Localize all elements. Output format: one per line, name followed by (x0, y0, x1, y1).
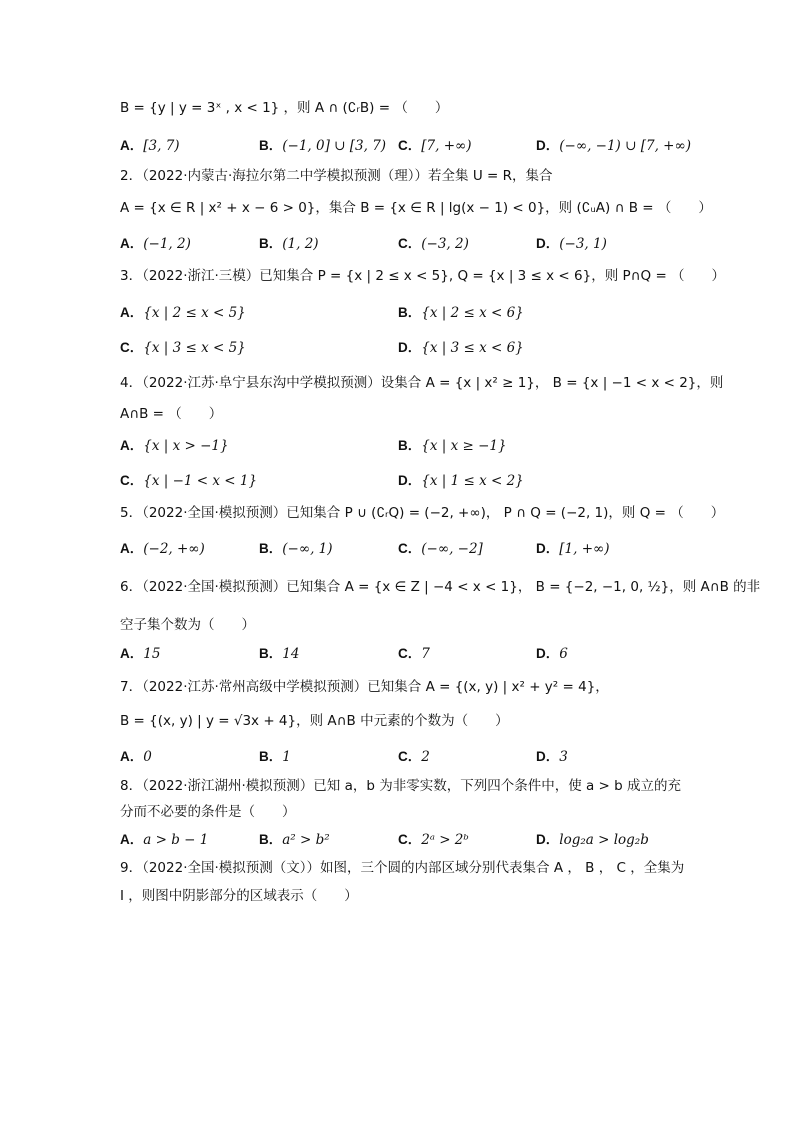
question-line-q1-cont: B = {y | y = 3ˣ , x < 1} ，则 A ∩ (∁ᵣB) = （ ） (120, 100, 449, 116)
question-line-q8-stem-b: 分而不必要的条件是（ ） (120, 804, 296, 820)
option-text: 2ᵃ > 2ᵇ (421, 832, 469, 848)
option-letter: D． (536, 749, 560, 764)
option-letter: A． (120, 438, 144, 453)
option-letter: B． (259, 646, 283, 661)
option-q1-c (398, 134, 472, 154)
option-q7-b (259, 745, 291, 765)
option-text: log₂a > log₂b (559, 832, 649, 848)
question-line-q6-stem-b: 空子集个数为（ ） (120, 617, 255, 633)
option-text: {x | 3 ≤ x < 5} (143, 340, 246, 356)
option-text: {x | x > −1} (143, 438, 229, 454)
option-q6-d (536, 642, 568, 662)
option-q2-a (120, 232, 191, 252)
option-q5-c (398, 537, 483, 557)
option-text: 7 (421, 646, 430, 662)
option-letter: A． (120, 646, 144, 661)
option-letter: D． (536, 541, 560, 556)
question-line-q2-stem-b: A = {x ∈ R | x² + x − 6 > 0}，集合 B = {x ∈ R | lg(x − 1) < 0}，则 (∁ᵤA) ∩ B = （ ） (120, 200, 712, 216)
option-letter: A． (120, 305, 144, 320)
question-line-q6-stem-a: 6．（2022·全国·模拟预测）已知集合 A = {x ∈ Z | −4 < x < 1}， B = {−2, −1, 0, ½}，则 A∩B 的非 (120, 579, 761, 595)
option-text: [3, 7) (143, 138, 180, 154)
option-text: 3 (559, 749, 568, 765)
option-text: a > b − 1 (143, 832, 209, 848)
option-q1-b (259, 134, 386, 154)
option-q3-c (120, 336, 246, 356)
option-letter: C． (398, 138, 422, 153)
option-letter: D． (536, 646, 560, 661)
option-q1-d (536, 134, 691, 154)
option-text: {x | 3 ≤ x < 6} (421, 340, 524, 356)
option-text: 6 (559, 646, 568, 662)
option-letter: C． (120, 340, 144, 355)
option-text: {x | 2 ≤ x < 5} (143, 305, 246, 321)
option-text: (−1, 0] ∪ [3, 7) (282, 138, 387, 154)
option-q4-d (398, 469, 524, 489)
option-q3-a (120, 301, 246, 321)
option-letter: D． (398, 473, 422, 488)
option-text: {x | 1 ≤ x < 2} (421, 473, 524, 489)
question-line-q5-stem: 5．（2022·全国·模拟预测）已知集合 P ∪ (∁ᵣQ) = (−2, +∞)， P ∩ Q = (−2, 1)，则 Q = （ ） (120, 505, 725, 521)
question-line-q9-stem-a: 9．（2022·全国·模拟预测（文））如图，三个圆的内部区域分别代表集合 A ， B ， C ，全集为 (120, 860, 685, 876)
option-text: [7, +∞) (421, 138, 472, 154)
option-text: (−∞, −1) ∪ [7, +∞) (559, 138, 691, 154)
option-letter: D． (536, 138, 560, 153)
option-q5-a (120, 537, 205, 557)
option-text: 15 (143, 646, 161, 662)
option-text: (1, 2) (282, 236, 319, 252)
option-letter: C． (398, 646, 422, 661)
option-q4-a (120, 434, 229, 454)
option-q5-d (536, 537, 610, 557)
option-letter: C． (398, 749, 422, 764)
option-letter: C． (398, 236, 422, 251)
option-letter: C． (120, 473, 144, 488)
option-text: (−2, +∞) (143, 541, 205, 557)
option-q2-b (259, 232, 319, 252)
option-text: (−1, 2) (143, 236, 191, 252)
option-q8-b (259, 828, 330, 848)
option-q4-c (120, 469, 257, 489)
option-text: {x | x ≥ −1} (421, 438, 507, 454)
option-letter: C． (398, 541, 422, 556)
option-q6-b (259, 642, 299, 662)
option-letter: D． (536, 832, 560, 847)
option-letter: A． (120, 749, 144, 764)
option-q3-b (398, 301, 524, 321)
option-q3-d (398, 336, 524, 356)
option-letter: A． (120, 236, 144, 251)
option-letter: C． (398, 832, 422, 847)
option-letter: B． (259, 541, 283, 556)
option-text: 1 (282, 749, 291, 765)
option-letter: A． (120, 138, 144, 153)
option-q1-a (120, 134, 180, 154)
question-line-q7-stem-b: B = {(x, y) | y = √3x + 4}，则 A∩B 中元素的个数为（ ） (120, 713, 509, 729)
option-letter: A． (120, 832, 144, 847)
question-line-q9-stem-b: I ，则图中阴影部分的区域表示（ ） (120, 888, 358, 904)
option-q5-b (259, 537, 333, 557)
option-q7-a (120, 745, 152, 765)
option-letter: B． (259, 749, 283, 764)
option-q8-c (398, 828, 469, 848)
option-text: 14 (282, 646, 300, 662)
option-letter: D． (398, 340, 422, 355)
question-line-q8-stem-a: 8．（2022·浙江湖州·模拟预测）已知 a，b 为非零实数，下列四个条件中，使 a > b 成立的充 (120, 778, 682, 794)
option-text: 0 (143, 749, 152, 765)
option-q8-d (536, 828, 649, 848)
question-line-q2-stem-a: 2．（2022·内蒙古·海拉尔第二中学模拟预测（理））若全集 U = R，集合 (120, 168, 553, 184)
option-q7-d (536, 745, 568, 765)
option-letter: B． (398, 438, 422, 453)
option-text: (−3, 2) (421, 236, 469, 252)
option-letter: B． (259, 138, 283, 153)
option-text: [1, +∞) (559, 541, 610, 557)
option-text: (−3, 1) (559, 236, 607, 252)
question-line-q4-stem-a: 4．（2022·江苏·阜宁县东沟中学模拟预测）设集合 A = {x | x² ≥ 1}， B = {x | −1 < x < 2}，则 (120, 375, 724, 391)
option-q8-a (120, 828, 208, 848)
option-letter: D． (536, 236, 560, 251)
option-text: {x | −1 < x < 1} (143, 473, 258, 489)
option-text: {x | 2 ≤ x < 6} (421, 305, 524, 321)
option-q2-c (398, 232, 469, 252)
option-q7-c (398, 745, 430, 765)
option-text: a² > b² (282, 832, 330, 848)
option-q6-a (120, 642, 160, 662)
option-text: 2 (421, 749, 430, 765)
option-letter: B． (259, 832, 283, 847)
option-letter: A． (120, 541, 144, 556)
option-text: (−∞, −2] (421, 541, 483, 557)
question-line-q3-stem: 3．（2022·浙江·三模）已知集合 P = {x | 2 ≤ x < 5}, Q = {x | 3 ≤ x < 6}，则 P∩Q = （ ） (120, 268, 726, 284)
option-text: (−∞, 1) (282, 541, 333, 557)
option-q6-c (398, 642, 430, 662)
option-letter: B． (398, 305, 422, 320)
question-line-q4-stem-b: A∩B = （ ） (120, 406, 223, 422)
question-line-q7-stem-a: 7．（2022·江苏·常州高级中学模拟预测）已知集合 A = {(x, y) | x² + y² = 4}， (120, 679, 609, 695)
option-q2-d (536, 232, 607, 252)
option-letter: B． (259, 236, 283, 251)
option-q4-b (398, 434, 507, 454)
